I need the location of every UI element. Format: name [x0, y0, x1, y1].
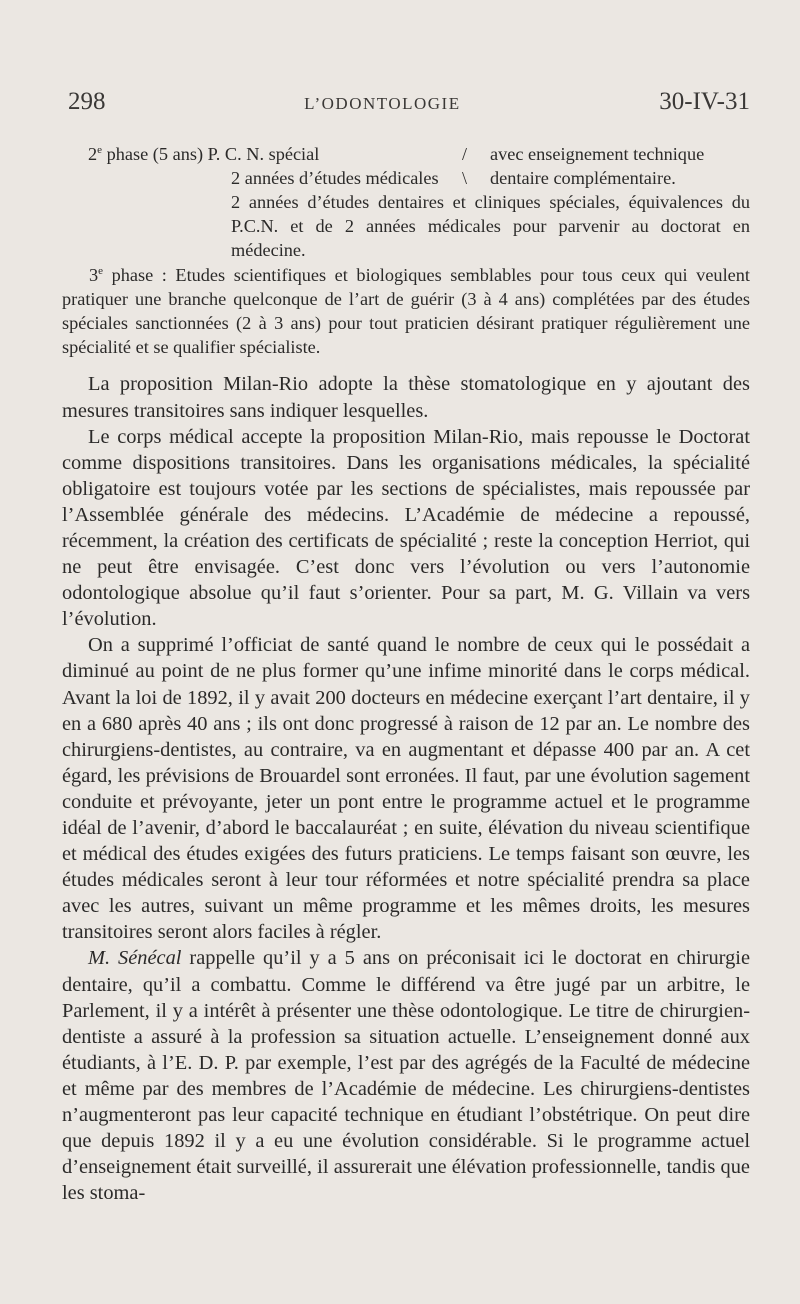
- brace-bottom: \: [462, 168, 468, 188]
- paragraph: La proposition Milan-Rio adopte la thèse stomatologique en y ajoutant des mesures transitoires sans indiquer lesquelles.: [62, 373, 750, 422]
- phase-2-sub-2: 2 années d’études dentaires et cliniques spéciales, équivalences du P.C.N. et de 2 années médicales pour parvenir au doctorat en médecine.: [231, 192, 750, 261]
- running-header: [62, 88, 750, 116]
- phase-2-header: [62, 142, 750, 190]
- phase-2-sub-1: 2 années d’études médicales: [231, 168, 439, 188]
- paragraph-senecal: M. Sénécal rappelle qu’il y a 5 ans on préconisait ici le doctorat en chirurgie dentaire, qu’il a combattu. Comme le différend va être jugé par un arbitre, le Parlement, il y a intérêt à présenter une thèse odontologique. Le titre de chirurgien-dentiste a assuré à la profession sa situation actuelle. L’enseignement donné aux étudiants, à l’E. D. P. par exemple, l’est par des agrégés de la Faculté de médecine et même par des membres de l’Académie de médecine. Les chirurgiens-dentistes n’augmenteront pas leur capacité technique en étudiant l’obstétrique. On peut dire que depuis 1892 il y a eu une évolution considérable. Si le programme actuel d’enseignement était surveillé, il assurerait une élévation professionnelle, tandis que les stoma-: [62, 947, 750, 1205]
- paragraph: On a supprimé l’officiat de santé quand le nombre de ceux qui le possédait a diminué au point de ne plus former qu’une infime minorité dans le corps médical. Avant la loi de 1892, il y avait 200 docteurs en médecine exerçant l’art dentaire, il y en a 680 après 40 ans ; ils ont donc progressé à raison de 12 par an. Le nombre des chirurgiens-dentistes, au contraire, va en augmentant et dépasse 400 par an. A cet égard, les prévisions de Brouardel sont erronées. Il faut, par une évolution sagement conduite et prévoyante, jeter un pont entre le programme actuel et le programme idéal de l’avenir, d’abord le baccalauréat ; en suite, élévation du niveau scientifique et médical des études exigées des futurs praticiens. Le temps faisant son œuvre, les études médicales seront à leur tour réformées et notre spécialité prendra sa place avec les autres, suivant un même programme et les mêmes droits, les mesures transitoires seront alors faciles à régler.: [62, 634, 750, 944]
- body-text: [62, 371, 750, 1206]
- running-title: L’ODONTOLOGIE: [304, 94, 461, 113]
- page-number: 298: [68, 88, 106, 115]
- speaker-name: M. Sénécal: [88, 947, 182, 970]
- phase-list: [62, 142, 750, 359]
- phase-2-option-1: avec enseignement technique: [490, 144, 705, 164]
- phase-3: 3e phase : Etudes scientifiques et biologiques semblables pour tous ceux qui veulent pratiquer une branche quelconque de l’art de guérir (3 à 4 ans) complétées par des études spéciales sanctionnées (2 à 3 ans) pour tout praticien désirant pratiquer régulièrement une spécialité et se qualifier spécialiste.: [62, 264, 750, 358]
- phase-2-option-2: dentaire complémentaire.: [490, 168, 676, 188]
- brace-top: /: [462, 144, 468, 164]
- issue-date: 30-IV-31: [659, 88, 750, 115]
- paragraph: Le corps médical accepte la proposition Milan-Rio, mais repousse le Doctorat comme dispositions transitoires. Dans les organisations médicales, la spécialité obligatoire est toujours votée par les sections de spécialistes, mais repoussée par l’Assemblée générale des médecins. L’Académie de médecine a repoussé, récemment, la création des certificats de spécialité ; reste la conception Herriot, qui ne peut être envisagée. C’est donc vers l’évolution ou vers l’autonomie odontologique absolue qu’il faut s’orienter. Pour sa part, M. G. Villain va vers l’évolution.: [62, 425, 750, 631]
- phase-2-label: 2e phase (5 ans) P. C. N. spécial: [88, 143, 320, 164]
